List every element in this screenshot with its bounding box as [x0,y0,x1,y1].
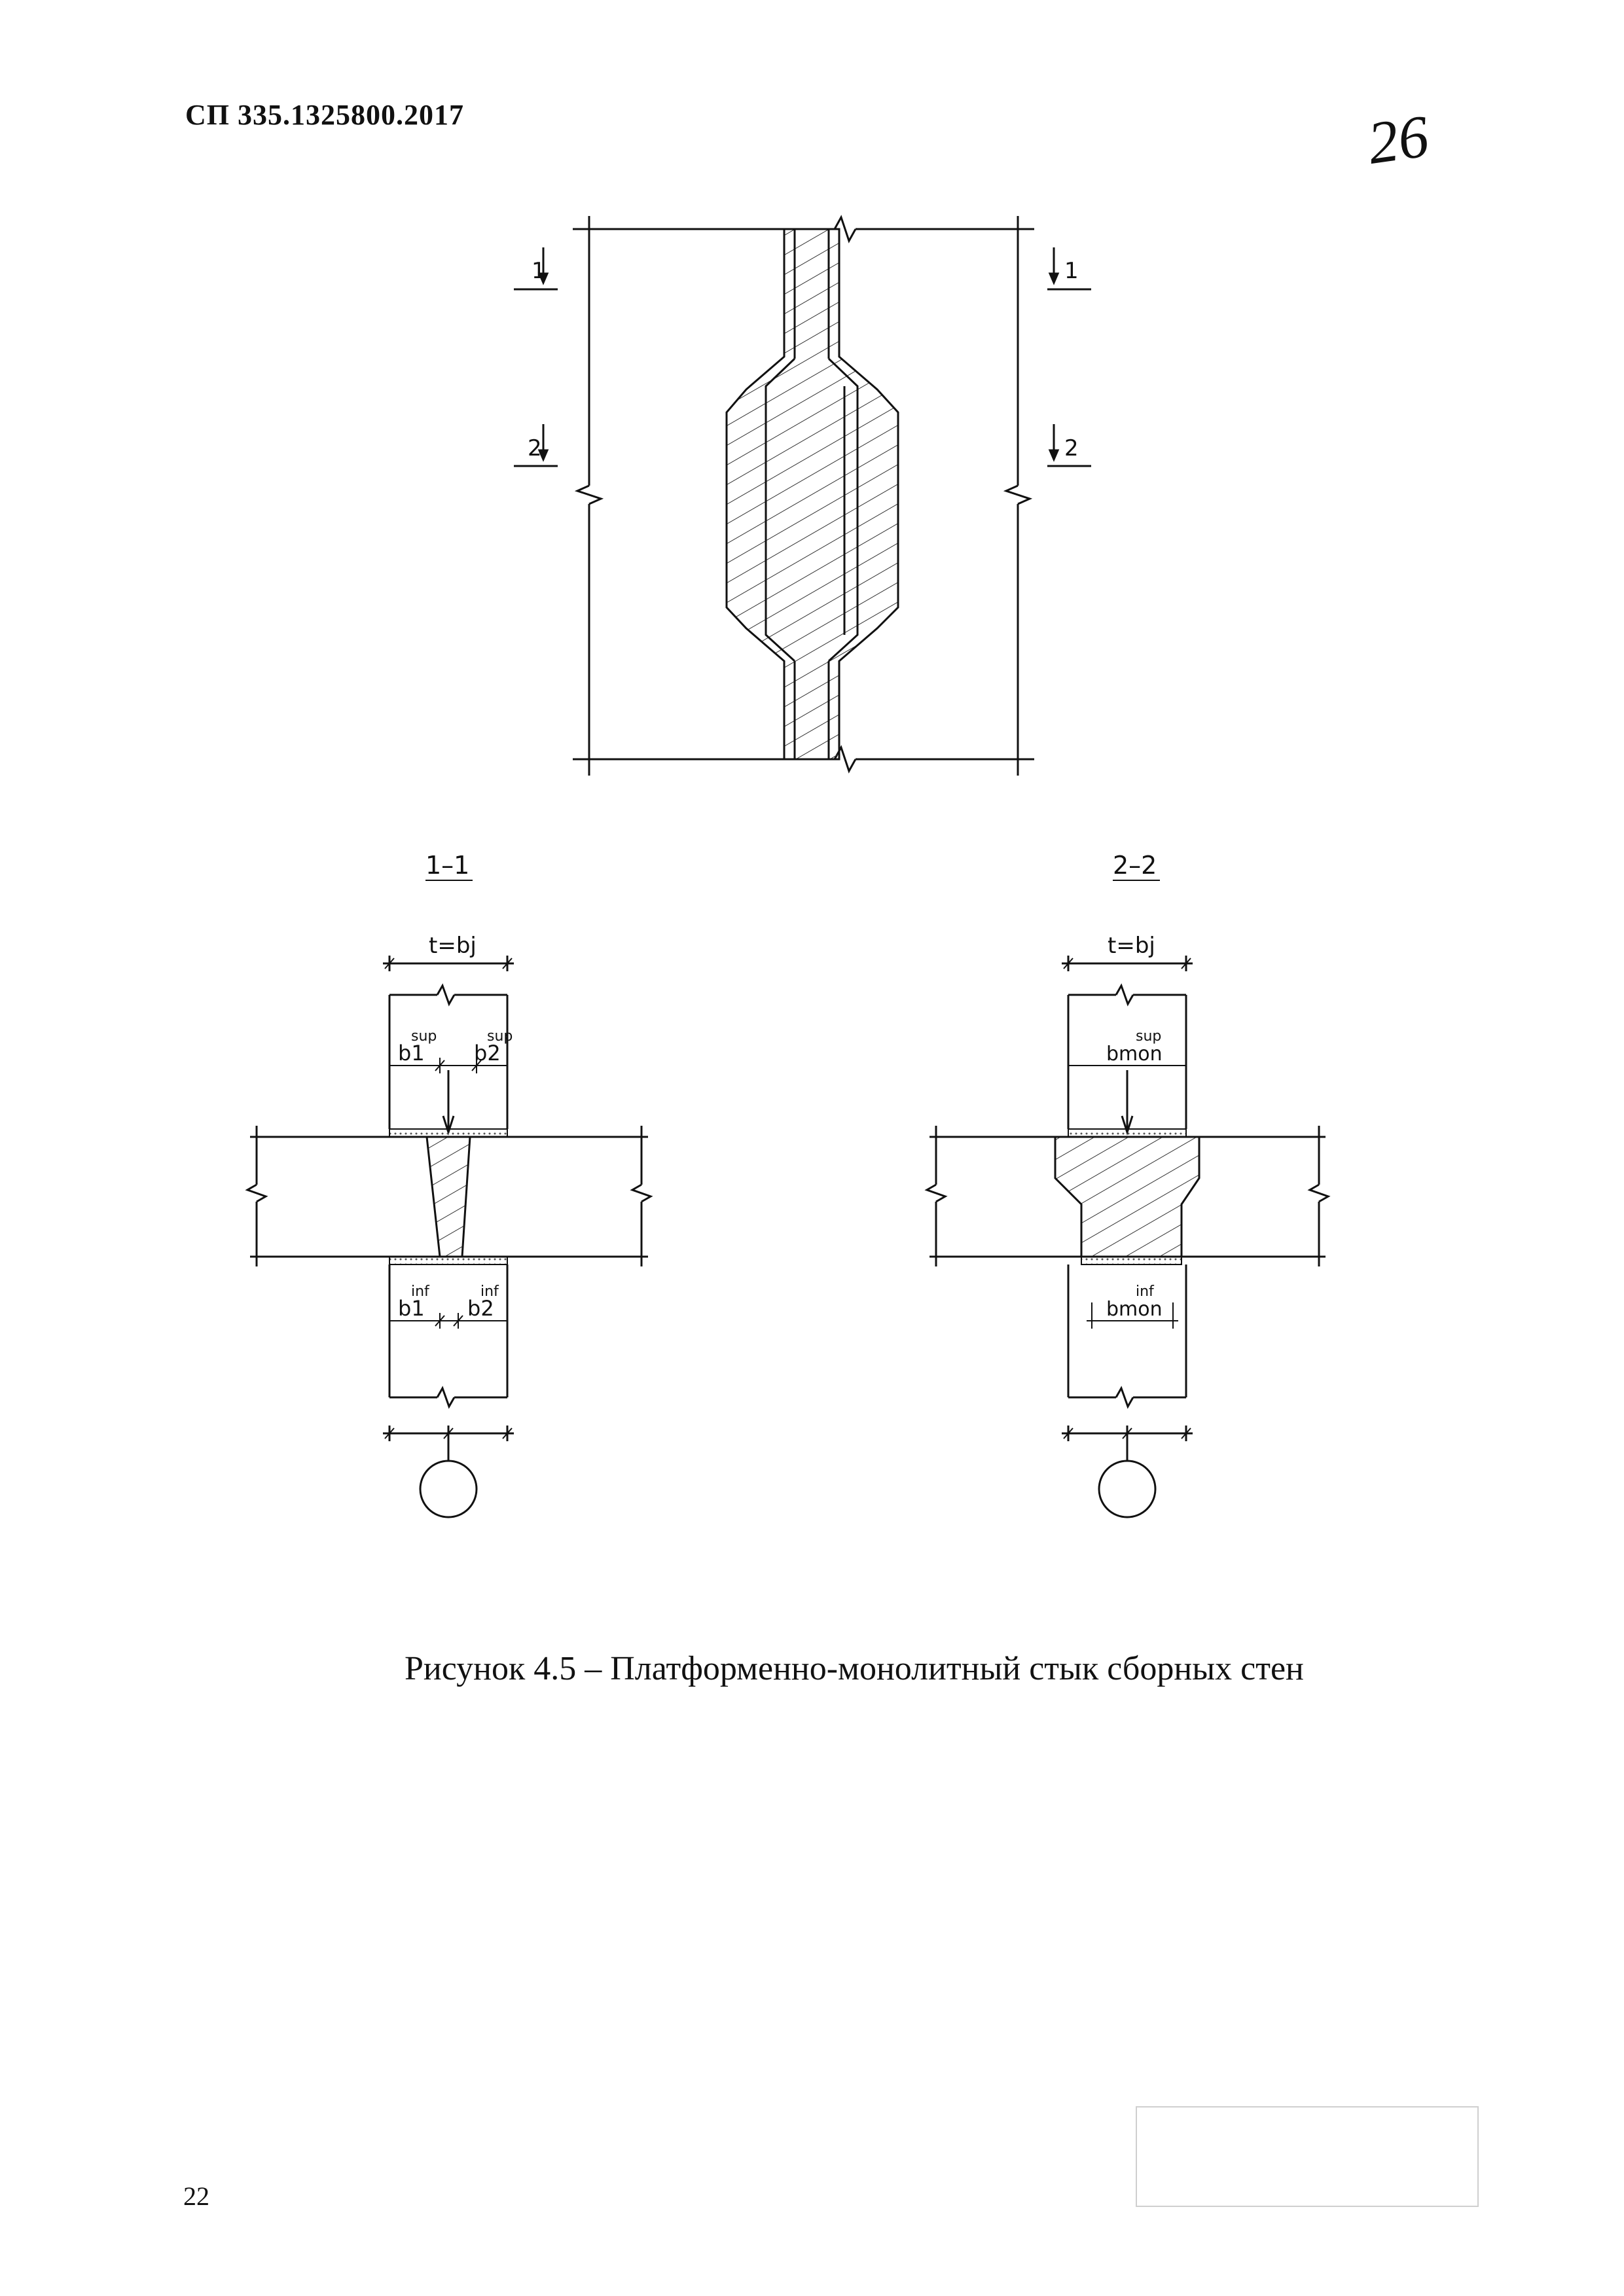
label-b1-sup: b1 [398,1041,425,1066]
section-mark-2-left: 2 [528,435,542,461]
elevation-view [573,216,1034,776]
handwritten-page-number: 26 [1363,102,1433,177]
label-width-1-1: t=bj [429,933,477,959]
section-2-2-drawing [927,956,1328,1517]
label-b1-inf-superscript: inf [411,1283,429,1300]
section-mark-2-right: 2 [1064,435,1079,461]
section-mark-1-right: 1 [1064,258,1079,284]
label-b1-sup-superscript: sup [411,1028,437,1045]
faded-stamp [1136,2106,1479,2207]
label-b2-inf-superscript: inf [480,1283,499,1300]
label-width-2-2: t=bj [1108,933,1155,959]
label-b2-sup: b2 [474,1041,501,1066]
section-mark-1-left: 1 [532,258,546,284]
figure-caption: Рисунок 4.5 – Платформенно-монолитный стык сборных стен [405,1650,1304,1687]
section-1-1-drawing [247,956,651,1517]
label-bmon-inf-superscript: inf [1136,1283,1154,1300]
document-code: СП 335.1325800.2017 [185,99,464,131]
label-bmon-sup: bmon [1106,1043,1163,1066]
page-number: 22 [183,2181,209,2211]
label-bmon-inf: bmon [1106,1298,1163,1321]
section-title-1-1: 1–1 [425,851,470,880]
label-b1-inf: b1 [398,1296,425,1321]
section-title-2-2: 2–2 [1113,851,1157,880]
label-bmon-sup-superscript: sup [1136,1028,1162,1045]
label-b2-inf: b2 [467,1296,494,1321]
label-b2-sup-superscript: sup [487,1028,513,1045]
